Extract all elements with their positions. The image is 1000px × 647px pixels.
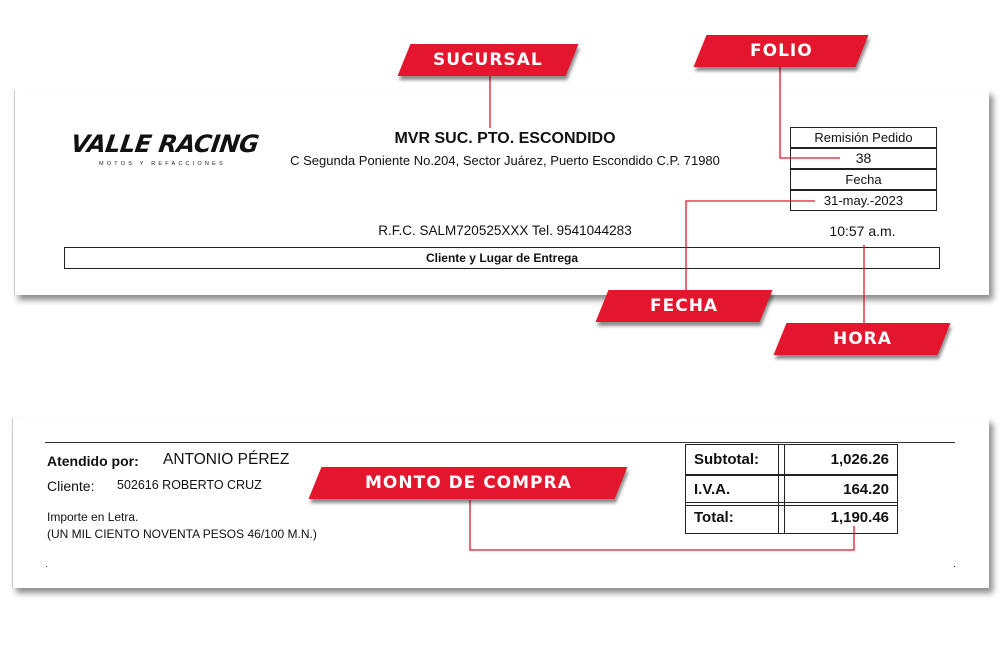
amount-words: (UN MIL CIENTO NOVENTA PESOS 46/100 M.N.): [47, 527, 317, 541]
monto-tag: MONTO DE COMPRA: [309, 467, 628, 499]
attended-value: ANTONIO PÉREZ: [163, 451, 290, 468]
total-label: Total:: [685, 502, 785, 534]
fecha-value: 31-may.-2023: [790, 190, 937, 211]
footer-dot-right: .: [953, 559, 956, 570]
iva-value: 164.20: [778, 474, 898, 506]
total-value: 1,190.46: [778, 502, 898, 534]
client-label: Cliente:: [47, 478, 95, 494]
folio-value: 38: [790, 148, 937, 169]
subtotal-label: Subtotal:: [685, 444, 785, 476]
branch-address: C Segunda Poniente No.204, Sector Juárez, Puerto Escondido C.P. 71980: [290, 153, 720, 168]
sucursal-tag: SUCURSAL: [398, 44, 579, 76]
rfc-phone: R.F.C. SALM720525XXX Tel. 9541044283: [378, 223, 632, 238]
receipt-header-card: [14, 90, 989, 295]
logo-wordmark: VALLE RACING: [69, 130, 261, 158]
remision-label: Remisión Pedido: [790, 127, 937, 148]
fecha-tag: FECHA: [596, 290, 773, 322]
folio-tag: FOLIO: [694, 35, 869, 67]
branch-name: MVR SUC. PTO. ESCONDIDO: [394, 130, 616, 147]
client-value: 502616 ROBERTO CRUZ: [117, 478, 262, 492]
delivery-bar: Cliente y Lugar de Entrega: [64, 247, 940, 269]
hora-value: 10:57 a.m.: [829, 223, 896, 239]
footer-dot-left: .: [45, 559, 48, 570]
attended-label: Atendido por:: [47, 453, 139, 469]
logo-tagline: MOTOS Y REFACCIONES: [99, 161, 226, 167]
amount-words-label: Importe en Letra.: [47, 510, 139, 524]
iva-label: I.V.A.: [685, 474, 785, 506]
fecha-label: Fecha: [790, 169, 937, 190]
receipt-footer-card: [12, 418, 989, 588]
subtotal-value: 1,026.26: [778, 444, 898, 476]
divider-line: [45, 442, 955, 443]
valle-racing-logo: [71, 130, 261, 170]
hora-tag: HORA: [774, 323, 951, 355]
